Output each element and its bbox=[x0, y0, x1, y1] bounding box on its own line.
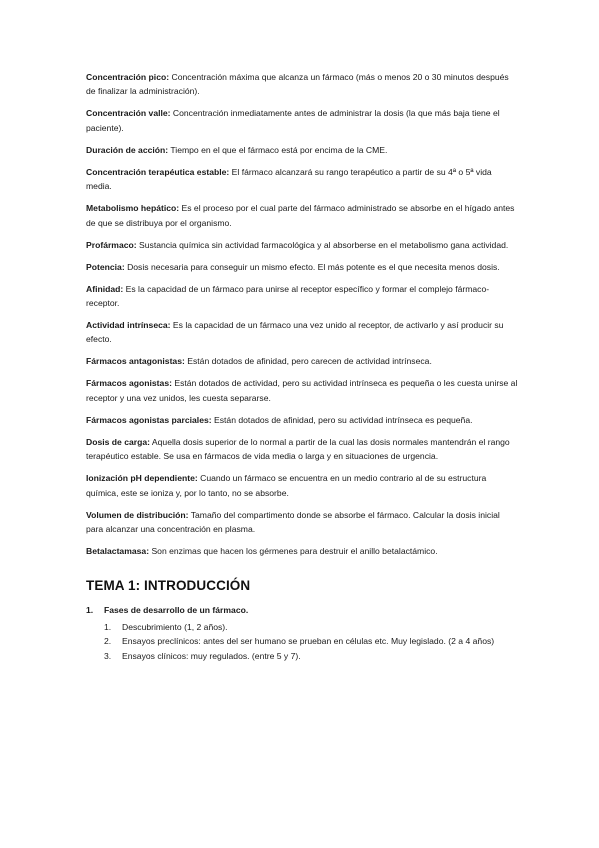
section-heading: TEMA 1: INTRODUCCIÓN bbox=[86, 578, 251, 594]
definition-concentracion-valle bbox=[86, 106, 519, 135]
definition-text: Es la capacidad de un fármaco para unirse al receptor específico y formar el complejo fármaco-receptor. bbox=[86, 283, 490, 309]
definition-term: Potencia: bbox=[86, 261, 125, 272]
definition-farmacos-antagonistas bbox=[86, 354, 519, 368]
sub-list bbox=[86, 620, 519, 663]
definition-term: Fármacos agonistas: bbox=[86, 378, 172, 389]
definition-metabolismo-hepatico bbox=[86, 201, 519, 230]
sub-list-item bbox=[86, 649, 519, 663]
definition-betalactamasa bbox=[86, 544, 519, 558]
definition-ionizacion-ph bbox=[86, 471, 519, 500]
sub-item-number: 1. bbox=[104, 621, 112, 632]
sub-list-item bbox=[86, 634, 519, 648]
definition-text: Están dotados de actividad, pero su actividad intrínseca es pequeña o les cuesta unirse al receptor y una vez unidos, les cuesta separarse. bbox=[86, 378, 518, 403]
definition-profarmaco bbox=[86, 238, 519, 252]
definition-dosis-carga bbox=[86, 435, 519, 464]
definition-concentracion-terapeutica bbox=[86, 165, 519, 194]
definition-duracion-accion bbox=[86, 143, 519, 157]
definitions-list bbox=[86, 70, 519, 558]
definition-text: Están dotados de afinidad, pero carecen de actividad intrínseca. bbox=[184, 356, 432, 367]
definition-text: Están dotados de afinidad, pero su actividad intrínseca es pequeña. bbox=[211, 414, 473, 425]
definition-term: Ionización pH dependiente: bbox=[86, 473, 198, 484]
definition-actividad-intrinseca bbox=[86, 318, 519, 347]
definition-term: Concentración terapéutica estable: bbox=[86, 166, 230, 177]
definition-concentracion-pico bbox=[86, 70, 519, 99]
definition-text: Es el proceso por el cual parte del fármaco administrado se absorbe en el hígado antes de que se distribuya por el organismo. bbox=[86, 203, 515, 228]
definition-text: El fármaco alcanzará su rango terapéutico a partir de su 4ª o 5ª vida media. bbox=[86, 166, 492, 192]
definition-text: Tamaño del compartimento donde se absorbe el fármaco. Calcular la dosis inicial para alcanzar una concentración en plasma. bbox=[86, 509, 500, 535]
definition-farmacos-agonistas bbox=[86, 376, 519, 405]
definition-term: Metabolismo hepático: bbox=[86, 203, 180, 214]
definition-term: Dosis de carga: bbox=[86, 436, 150, 447]
definition-term: Concentración pico: bbox=[86, 72, 170, 82]
definition-term: Concentración valle: bbox=[86, 108, 171, 119]
definition-volumen-distribucion bbox=[86, 508, 519, 537]
sub-item-text: Ensayos clínicos: muy regulados. (entre 5 y 7). bbox=[122, 650, 301, 661]
definition-text: Concentración máxima que alcanza un fármaco (más o menos 20 o 30 minutos después de finalizar la administración). bbox=[86, 72, 509, 97]
list-item bbox=[86, 603, 519, 663]
numbered-list bbox=[86, 603, 519, 663]
definition-text: Cuando un fármaco se encuentra en un medio contrario al de su estructura química, este se ioniza y, por lo tanto, no se absorbe. bbox=[86, 473, 487, 498]
definition-term: Afinidad: bbox=[86, 283, 124, 294]
sub-item-number: 3. bbox=[104, 650, 112, 661]
definition-term: Actividad intrínseca: bbox=[86, 320, 171, 331]
definition-term: Volumen de distribución: bbox=[86, 509, 189, 520]
definition-text: Son enzimas que hacen los gérmenes para destruir el anillo betalactámico. bbox=[149, 546, 438, 557]
definition-term: Duración de acción: bbox=[86, 144, 169, 155]
definition-term: Betalactamasa: bbox=[86, 546, 150, 557]
definition-text: Es la capacidad de un fármaco una vez unido al receptor, de activarlo y así producir su efecto. bbox=[86, 320, 504, 345]
definition-afinidad bbox=[86, 282, 519, 311]
definition-text: Concentración inmediatamente antes de administrar la dosis (la que más baja tiene el paciente). bbox=[86, 108, 500, 133]
definition-text: Tiempo en el que el fármaco está por encima de la CME. bbox=[168, 144, 388, 155]
definition-text: Aquella dosis superior de lo normal a partir de la cual las dosis normales mantendrán el rango terapéutico estable. Se usa en fármacos de vida media o larga y en situaciones de urgencia. bbox=[86, 436, 510, 462]
definition-term: Fármacos agonistas parciales: bbox=[86, 414, 212, 425]
definition-potencia bbox=[86, 260, 519, 274]
sub-list-item bbox=[86, 620, 519, 634]
sub-item-text: Ensayos preclínicos: antes del ser humano se prueban en células etc. Muy legislado. (2 a 4 años) bbox=[122, 636, 495, 647]
definition-text: Sustancia química sin actividad farmacológica y al absorberse en el metabolismo gana actividad. bbox=[136, 239, 509, 250]
definition-term: Fármacos antagonistas: bbox=[86, 356, 185, 367]
definition-text: Dosis necesaria para conseguir un mismo efecto. El más potente es el que necesita menos dosis. bbox=[124, 261, 500, 272]
list-item-label: Fases de desarrollo de un fármaco. bbox=[104, 605, 249, 616]
sub-item-text: Descubrimiento (1, 2 años). bbox=[122, 621, 228, 632]
sub-item-number: 2. bbox=[104, 636, 112, 647]
list-item-number: 1. bbox=[86, 605, 94, 616]
definition-farmacos-agonistas-parciales bbox=[86, 413, 519, 427]
definition-term: Profármaco: bbox=[86, 239, 137, 250]
